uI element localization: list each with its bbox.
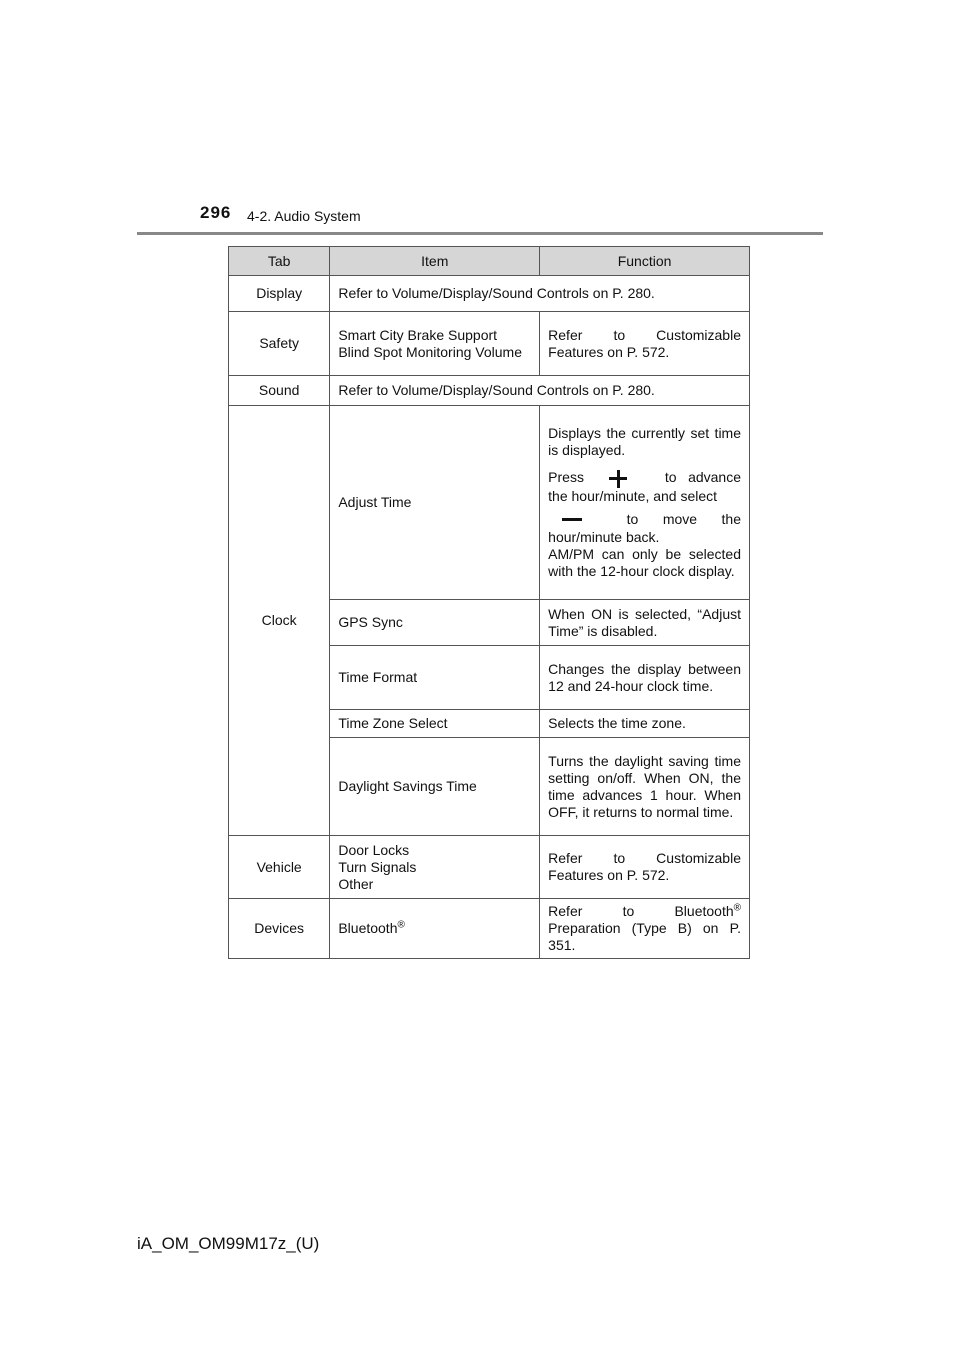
tab-cell-sound: Sound xyxy=(229,376,330,406)
gps-sync-function-cell: When ON is selected, “Adjust Time” is disabled. xyxy=(540,600,750,646)
tab-cell-devices: Devices xyxy=(229,899,330,959)
table-row-clock-adjust-time xyxy=(229,406,750,600)
plus-icon xyxy=(609,470,627,488)
adjust-time-advance: to advance the hour/minute, and select xyxy=(548,469,742,504)
vehicle-item-cell: Door Locks Turn Signals Other xyxy=(330,836,540,899)
adjust-time-function-cell xyxy=(540,406,750,600)
table-header-row xyxy=(229,247,750,276)
gps-sync-item-cell: GPS Sync xyxy=(330,600,540,646)
page-header xyxy=(0,0,960,240)
table-row-display xyxy=(229,276,750,312)
page-number: 296 xyxy=(200,203,232,222)
tab-cell-display: Display xyxy=(229,276,330,312)
registered-mark: ® xyxy=(397,919,405,931)
adjust-time-back: to move the hour/minute back. xyxy=(548,510,742,545)
dst-item-cell: Daylight Savings Time xyxy=(330,738,540,836)
time-format-item-cell: Time Format xyxy=(330,646,540,710)
bluetooth-label: Bluetooth xyxy=(338,920,398,936)
time-zone-item-cell: Time Zone Select xyxy=(330,710,540,738)
section-title: 4-2. Audio System xyxy=(247,208,361,224)
settings-table xyxy=(228,246,750,959)
tab-cell-safety: Safety xyxy=(229,312,330,376)
header-rule xyxy=(137,232,823,235)
dst-function-cell: Turns the daylight saving time setting on/off. When ON, the time advances 1 hour. When OFF, it returns to normal time. xyxy=(540,738,750,836)
registered-mark-2: ® xyxy=(733,902,741,914)
adjust-time-item-cell: Adjust Time xyxy=(330,406,540,600)
devices-item-cell xyxy=(330,899,540,959)
sound-item-cell: Refer to Volume/Display/Sound Controls on P. 280. xyxy=(330,376,750,406)
devices-function-a: Refer to Bluetooth xyxy=(548,903,734,919)
devices-function-cell xyxy=(540,899,750,959)
column-header-function: Function xyxy=(540,247,750,276)
tab-cell-clock: Clock xyxy=(229,406,330,836)
table-row-devices xyxy=(229,899,750,959)
adjust-time-desc: Displays the currently set time is displayed. xyxy=(548,425,741,459)
safety-item-cell: Smart City Brake Support Blind Spot Monitoring Volume xyxy=(330,312,540,376)
safety-function-cell: Refer to Customizable Features on P. 572. xyxy=(540,312,750,376)
vehicle-function-cell: Refer to Customizable Features on P. 572. xyxy=(540,836,750,899)
minus-icon xyxy=(562,511,582,529)
adjust-time-ampm: AM/PM can only be selected with the 12-hour clock display. xyxy=(548,545,741,579)
devices-function-b: Preparation (Type B) on P. 351. xyxy=(548,920,741,953)
column-header-tab: Tab xyxy=(229,247,330,276)
adjust-time-press: Press xyxy=(548,469,584,486)
table-row-sound xyxy=(229,376,750,406)
display-item-cell: Refer to Volume/Display/Sound Controls on P. 280. xyxy=(330,276,750,312)
document-code: iA_OM_OM99M17z_(U) xyxy=(137,1234,320,1253)
time-format-function-cell: Changes the display between 12 and 24-hour clock time. xyxy=(540,646,750,710)
column-header-item: Item xyxy=(330,247,540,276)
tab-cell-vehicle: Vehicle xyxy=(229,836,330,899)
time-zone-function-cell: Selects the time zone. xyxy=(540,710,750,738)
table-row-safety xyxy=(229,312,750,376)
table-row-vehicle xyxy=(229,836,750,899)
